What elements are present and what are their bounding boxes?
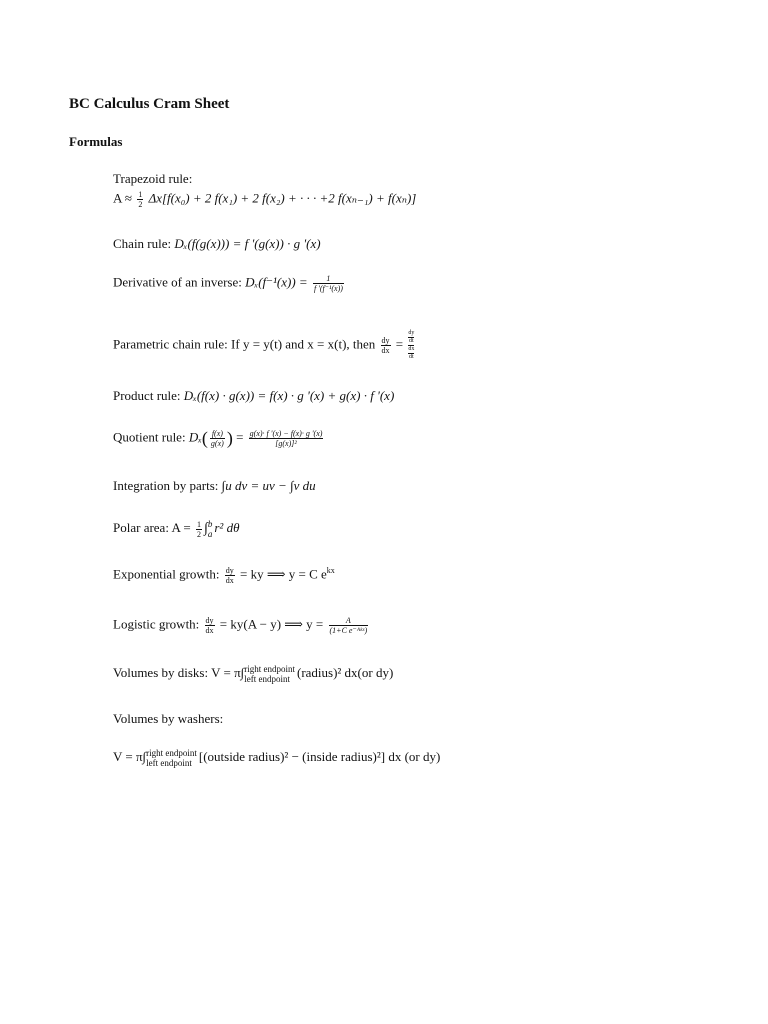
section-heading: Formulas: [69, 134, 123, 149]
polar-limits: [208, 519, 213, 539]
lower-limit: left endpoint: [146, 758, 192, 768]
parametric-text: If y = y(t) and x = x(t), then: [231, 336, 376, 352]
fraction-denominator: dx: [381, 346, 390, 355]
parametric-dydx: [381, 336, 391, 355]
product-rule: [113, 388, 394, 404]
inverse-derivative-lhs: Dₓ(f⁻¹(x)) =: [245, 274, 308, 290]
integral-sign: ∫: [204, 520, 208, 536]
fraction-numerator: g(x)· f '(x) − f(x)· g '(x): [249, 429, 323, 438]
polar-label: Polar area:: [113, 519, 169, 535]
fraction-numerator: A: [345, 616, 351, 625]
quotient-rule: [113, 428, 325, 449]
parts-label: Integration by parts:: [113, 478, 219, 493]
dxdt-fraction: [408, 346, 414, 361]
quotient-fx-over-gx: [210, 429, 225, 448]
parametric-rhs-fraction: [408, 330, 414, 361]
quotient-result-fraction: [249, 429, 324, 448]
parametric-label: Parametric chain rule:: [113, 336, 228, 352]
trapezoid-rule-label: Trapezoid rule:: [113, 171, 193, 186]
parts-formula: ∫u dv = uv − ∫v du: [221, 478, 316, 493]
volumes-by-disks: [113, 664, 393, 684]
dydt-fraction: [408, 330, 414, 345]
trapezoid-body: Δx[f(x₀) + 2 f(x₁) + 2 f(x₂) + · · · +2 f(xₙ₋₁) + f(xₙ)]: [148, 190, 417, 206]
integration-by-parts: [113, 478, 316, 494]
trapezoid-prefix: A ≈: [113, 190, 133, 206]
chain-rule: [113, 236, 321, 252]
logistic-growth: [113, 616, 370, 635]
fraction-numerator: dy: [205, 616, 214, 625]
left-paren: (: [201, 428, 208, 448]
washers-integrand: [(outside radius)² − (inside radius)²] dx (or dy): [198, 748, 441, 764]
fraction-denominator: dt: [409, 354, 414, 360]
disks-label: Volumes by disks:: [113, 664, 209, 680]
washers-prefix: V = π∫: [113, 748, 147, 764]
fraction-denominator: dx: [205, 626, 214, 635]
disks-prefix: V = π∫: [211, 664, 245, 680]
polar-half-fraction: [196, 520, 202, 539]
exponential-label: Exponential growth:: [113, 566, 220, 582]
fraction-denominator: g(x): [210, 439, 224, 448]
chain-rule-formula: Dₓ(f(g(x))) = f '(g(x)) · g '(x): [174, 236, 321, 251]
fraction-numerator: [408, 330, 414, 345]
polar-integrand: r² dθ: [214, 519, 240, 535]
quotient-derivative-operator: Dₓ: [188, 429, 202, 445]
logistic-solution-fraction: [329, 616, 369, 635]
fraction-denominator: 2: [138, 200, 143, 209]
fraction-denominator: (1+C e⁻ᴬᵏˣ): [329, 626, 368, 635]
exponential-formula: = ky ⟹ y = C e: [240, 566, 327, 582]
washers-label: Volumes by washers:: [113, 711, 224, 726]
fraction-denominator: [408, 345, 414, 361]
fraction-numerator: 1: [326, 274, 331, 283]
fraction-denominator: [g(x)]²: [249, 438, 324, 448]
product-rule-formula: Dₓ(f(x) · g(x)) = f(x) · g '(x) + g(x) · f '(x): [183, 388, 395, 403]
inverse-derivative-label: Derivative of an inverse:: [113, 274, 242, 290]
logistic-dydx: [205, 616, 215, 635]
upper-limit: b: [207, 519, 213, 529]
chain-rule-label: Chain rule:: [113, 236, 172, 251]
exponential-dydx: [225, 566, 235, 585]
exponential-growth: [113, 566, 335, 585]
parametric-equals: =: [395, 336, 404, 352]
inverse-derivative-fraction: [313, 274, 344, 293]
fraction-denominator: f '(f⁻¹(x)): [313, 284, 343, 293]
logistic-formula: = ky(A − y) ⟹ y =: [219, 616, 324, 632]
fraction-numerator: dy: [381, 336, 390, 345]
product-rule-label: Product rule:: [113, 388, 181, 403]
lower-limit: left endpoint: [244, 674, 290, 684]
fraction-numerator: f(x): [211, 429, 223, 438]
polar-area: [113, 519, 239, 539]
trapezoid-half-fraction: [137, 190, 143, 209]
upper-limit: right endpoint: [146, 748, 197, 758]
page-title: BC Calculus Cram Sheet: [69, 96, 230, 112]
disks-integrand: (radius)² dx(or dy): [296, 664, 394, 680]
washers-limits: [146, 748, 197, 768]
fraction-denominator: dt: [409, 338, 414, 344]
fraction-numerator: 1: [197, 519, 202, 529]
disks-limits: [244, 664, 295, 684]
fraction-denominator: dx: [225, 576, 234, 585]
logistic-label: Logistic growth:: [113, 616, 200, 632]
volumes-by-washers: [113, 748, 440, 768]
inverse-derivative: [113, 274, 346, 293]
fraction-numerator: dy: [408, 330, 415, 336]
quotient-equals: =: [236, 429, 244, 445]
polar-prefix: A =: [171, 519, 191, 535]
right-paren: ): [226, 428, 233, 448]
fraction-numerator: 1: [138, 190, 143, 199]
fraction-denominator: 2: [197, 529, 202, 539]
fraction-numerator: dy: [225, 566, 234, 575]
fraction-numerator: dx: [408, 346, 415, 352]
parametric-chain-rule: [113, 330, 416, 361]
exponential-exponent: kx: [326, 566, 335, 576]
trapezoid-rule-formula: [113, 190, 416, 209]
quotient-rule-label: Quotient rule:: [113, 429, 186, 445]
upper-limit: right endpoint: [244, 664, 295, 674]
lower-limit: a: [207, 529, 213, 539]
